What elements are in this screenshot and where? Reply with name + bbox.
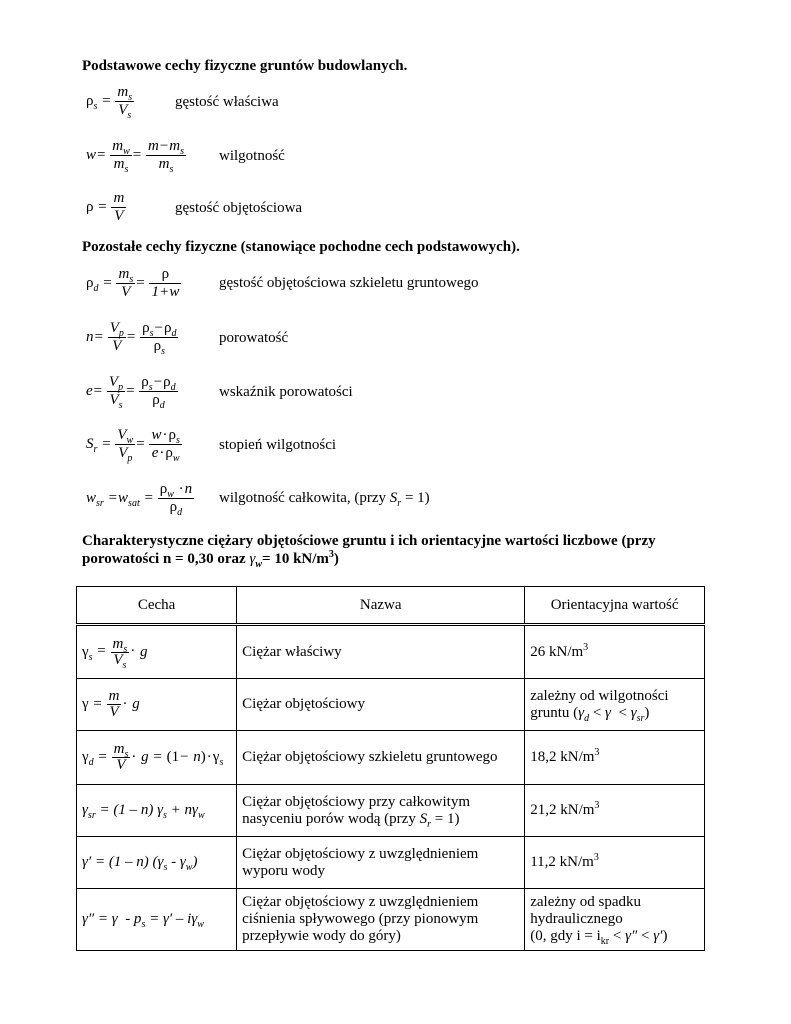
table-row [77, 731, 705, 785]
label-wilgotnosc: wilgotność [219, 148, 285, 164]
cell-value: zależny od wilgotności gruntu $(\gamma_d < \gamma < \gamma_{sr})$ [525, 679, 705, 731]
cell-formula-gamma-double-prime: $\gamma'' = \gamma - p_s = \gamma' - i\gamma_w$ [77, 889, 237, 951]
formula-rho-d: $\rho_d$ = $\frac{m_s}{V}$ = $\frac{\rho}{1+w}$ [86, 266, 180, 300]
label-porowatosc: porowatość [219, 330, 289, 346]
table-row [77, 837, 705, 889]
cell-value: zależny od spadku hydraulicznego (0, gdy $i = i_{kr} < \gamma'' < \gamma'$) [525, 889, 705, 951]
table-row [77, 679, 705, 731]
header-nazwa: Nazwa [237, 587, 525, 625]
label-wilgotnosc-calkowita: wilgotność całkowita, (przy $S_r = 1$) [219, 490, 430, 509]
header-wartosc: Orientacyjna wartość [525, 587, 705, 625]
section1-title: Podstawowe cechy fizyczne gruntów budowlanych. [82, 58, 408, 74]
table-row [77, 785, 705, 837]
cell-formula-gamma-d: $\gamma_d$ = $\frac{m_s}{V}$ · $g = (1- n)\cdot\gamma_s$ [77, 731, 237, 785]
label-gestosc-objetosciowa: gęstość objętościowa [175, 200, 303, 216]
formula-rho-s: $\rho_s$ = $\frac{m_s}{V_s}$ [86, 84, 133, 121]
cell-formula-gamma-s: $\gamma_s$ = $\frac{m_s}{V_s}$ · g [77, 625, 237, 679]
table-row [77, 889, 705, 951]
label-gestosc-szkieletu: gęstość objętościowa szkieletu gruntowego [219, 275, 479, 291]
section2-title: Pozostałe cechy fizyczne (stanowiące pochodne cech podstawowych). [82, 239, 520, 255]
cell-value: 26 $kN/m^3$ [525, 625, 705, 679]
label-wskaznik-porowatosci: wskaźnik porowatości [219, 384, 353, 400]
cell-formula-gamma-sr: $\gamma_{sr} = (1 - n) \gamma_s + n\gamma_w$ [77, 785, 237, 837]
formula-sr: $S_r$ = $\frac{V_w}{V_p}$ = $\frac{w\cdot\rho_s}{e\cdot\rho_w}$ [86, 427, 180, 464]
cell-name: Ciężar objętościowy z uwzględnieniem ciśnienia spływowego (przy pionowym przepływie wody do góry) [237, 889, 525, 951]
formula-wsr: $w_{sr} =w_{sat}$ = $\frac{\rho_w \cdot n}{\rho_d}$ [86, 481, 193, 518]
cell-name: Ciężar właściwy [237, 625, 525, 679]
cell-name: Ciężar objętościowy przy całkowitym nasyceniu porów wodą (przy $S_r = 1$) [237, 785, 525, 837]
table-header-row [77, 587, 705, 625]
formula-rho: ρ = $\frac{m}{V}$ [86, 190, 125, 224]
cell-value: 11,2 $kN/m^3$ [525, 837, 705, 889]
label-stopien-wilgotnosci: stopień wilgotności [219, 437, 337, 453]
formula-w: w= $\frac{m_w}{m_s}$ = $\frac{m-m_s}{m_s}$ [86, 138, 185, 175]
label-gestosc-wlasciwa: gęstość właściwa [175, 94, 279, 110]
formula-n: n= $\frac{V_p}{V}$ = $\frac{\rho_s-\rho_d}{\rho_s}$ [86, 320, 177, 357]
cell-formula-gamma: γ = $\frac{m}{V}$ · g [77, 679, 237, 731]
cell-name: Ciężar objętościowy z uwzględnieniem wyporu wody [237, 837, 525, 889]
formula-e: e= $\frac{V_p}{V_s}$ = $\frac{\rho_s-\rho_d}{\rho_d}$ [86, 374, 176, 411]
section3-title: Charakterystyczne ciężary objętościowe gruntu i ich orientacyjne wartości liczbowe (przy porowatości n = 0,30 oraz $\gamma_w= 10$ $kN/m^3$) [82, 533, 656, 570]
header-cecha: Cecha [77, 587, 237, 625]
cell-name: Ciężar objętościowy [237, 679, 525, 731]
cell-value: 18,2 $kN/m^3$ [525, 731, 705, 785]
table-row [77, 625, 705, 679]
cell-name: Ciężar objętościowy szkieletu gruntowego [237, 731, 525, 785]
cell-value: 21,2 $kN/m^3$ [525, 785, 705, 837]
cell-formula-gamma-prime: γ′ = (1 – n) $(\gamma_s - \gamma_w)$ [77, 837, 237, 889]
properties-table [76, 586, 705, 951]
